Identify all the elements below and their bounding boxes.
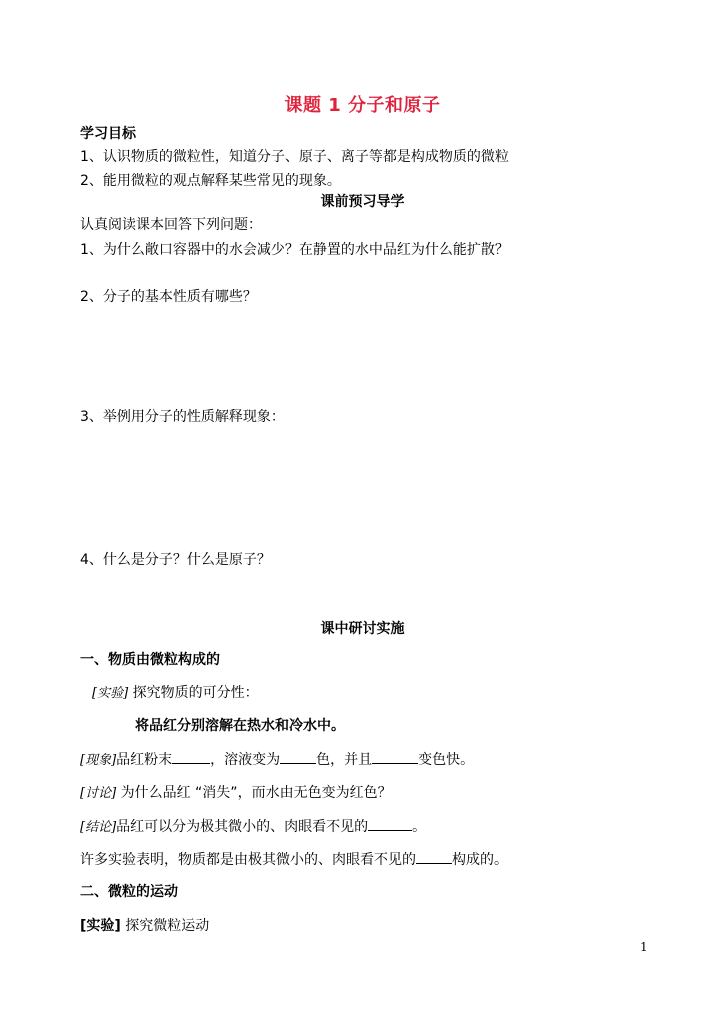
experiment-line bbox=[92, 684, 259, 703]
phenomenon-text-4: 变色快。 bbox=[418, 752, 475, 768]
phenomenon-tag: [现象] bbox=[80, 753, 117, 768]
preview-question-2: 2、分子的基本性质有哪些？ bbox=[80, 289, 257, 305]
page-title: 课题 1 分子和原子 bbox=[284, 95, 441, 116]
conclusion-line bbox=[80, 817, 426, 837]
conclusion-tag: [结论] bbox=[80, 820, 117, 835]
preview-heading: 课前预习导学 bbox=[320, 194, 405, 210]
phenomenon-text-1: 品红粉末 bbox=[116, 752, 173, 768]
discussion-text: 为什么品红 “消失”，而水由无色变为红色？ bbox=[120, 785, 392, 801]
preview-question-4: 4、什么是分子？什么是原子？ bbox=[80, 552, 271, 568]
blank-field-5[interactable] bbox=[416, 850, 452, 864]
preview-question-1: 1、为什么敞口容器中的水会减少？在静置的水中品红为什么能扩散？ bbox=[80, 242, 509, 258]
section1-heading: 一、物质由微粒构成的 bbox=[80, 652, 220, 668]
discussion-tag: [讨论] bbox=[80, 786, 117, 801]
preview-question-3: 3、举例用分子的性质解释现象： bbox=[80, 409, 285, 425]
section2-experiment-tag: [实验] bbox=[80, 918, 121, 934]
instruction-text: 将品红分别溶解在热水和冷水中。 bbox=[135, 718, 345, 734]
conclusion-end: 。 bbox=[412, 819, 427, 835]
section2-experiment-line bbox=[80, 917, 209, 935]
summary-text-2: 构成的。 bbox=[452, 852, 508, 868]
goal-item-2: 2、能用微粒的观点解释某些常见的现象。 bbox=[80, 173, 341, 189]
goal-item-1: 1、认识物质的微粒性，知道分子、原子、离子等都是构成物质的微粒 bbox=[80, 149, 509, 165]
preview-intro: 认真阅读课本回答下列问题： bbox=[80, 217, 262, 233]
section2-experiment-text: 探究微粒运动 bbox=[125, 918, 210, 934]
phenomenon-line bbox=[80, 750, 474, 770]
blank-field-4[interactable] bbox=[368, 817, 412, 831]
goals-heading: 学习目标 bbox=[80, 126, 136, 142]
inclass-heading: 课中研讨实施 bbox=[320, 621, 405, 637]
conclusion-text: 品红可以分为极其微小的、肉眼看不见的 bbox=[116, 819, 369, 835]
phenomenon-text-2: ，溶液变为 bbox=[210, 752, 281, 768]
experiment-tag: [实验] bbox=[92, 686, 129, 701]
experiment-text: 探究物质的可分性： bbox=[132, 685, 259, 701]
discussion-line bbox=[80, 784, 392, 803]
summary-line bbox=[80, 850, 508, 869]
section2-heading: 二、微粒的运动 bbox=[80, 884, 178, 900]
summary-text-1: 许多实验表明，物质都是由极其微小的、肉眼看不见的 bbox=[80, 852, 416, 868]
blank-field-1[interactable] bbox=[172, 750, 210, 764]
phenomenon-text-3: 色，并且 bbox=[316, 752, 373, 768]
blank-field-2[interactable] bbox=[280, 750, 316, 764]
page-number: 1 bbox=[640, 940, 648, 954]
blank-field-3[interactable] bbox=[372, 750, 418, 764]
